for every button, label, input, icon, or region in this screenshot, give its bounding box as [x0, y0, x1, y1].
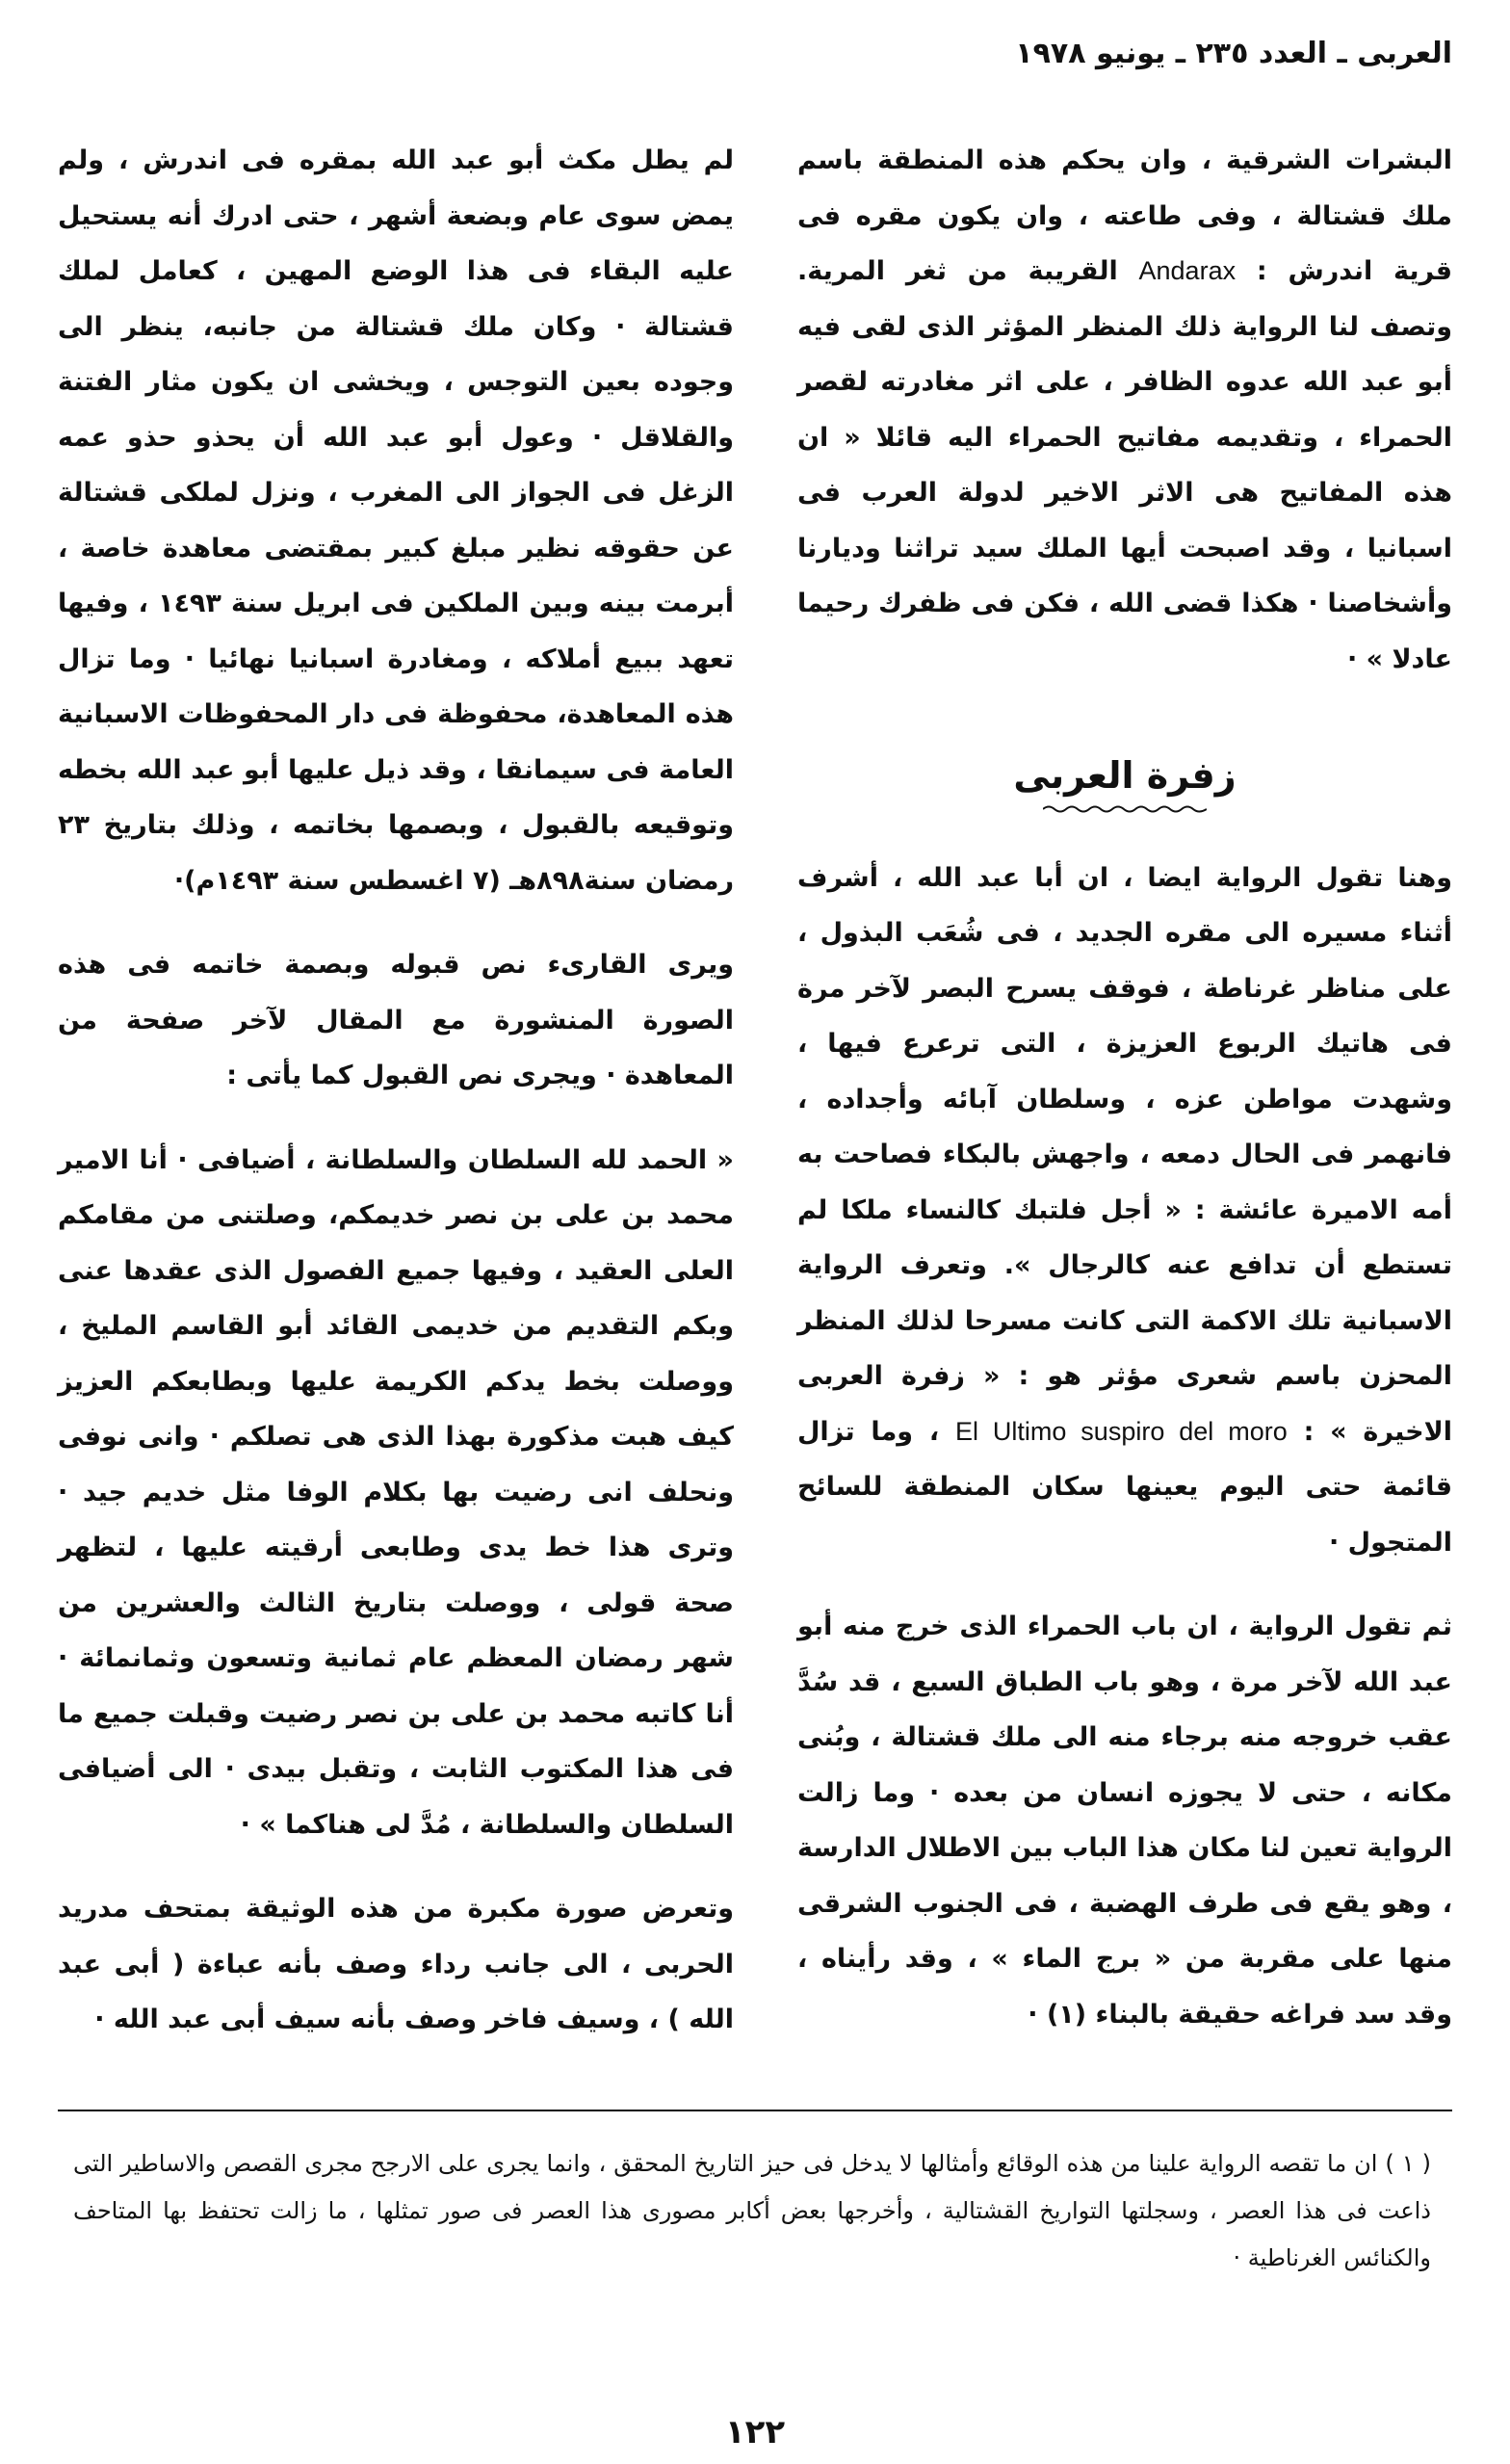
paragraph: وتعرض صورة مكبرة من هذه الوثيقة بمتحف مدريد الحربى ، الى جانب رداء وصف بأنه عباءة ( أبى عبد الله ) ، وسيف فاخر وصف بأنه سيف أبى عبد الله · — [58, 1894, 734, 2034]
page-number: ١٢٢ — [724, 2413, 786, 2451]
paragraph-text: وهنا تقول الرواية ايضا ، ان أبا عبد الله ، أشرف أثناء مسيره الى مقره الجديد ، فى شُعَب البذول ، على مناظر غرناطة ، فوقف يسرح البصر لآخر مرة فى هاتيك الربوع العزيزة ، التى ترعرع فيها ، وشهدت مواطن عزه ، وسلطان آبائه وأجداده ، فانهمر فى الحال دمعه ، واجهش بالبكاء فصاحت به أمه الاميرة عائشة : « أجل فلتبك كالنساء ملكا لم تستطع أن تدافع عنه كالرجال ». وتعرف الرواية الاسبانية تلك الاكمة التى كانت مسرحا لذلك المنظر المحزن باسم شعرى مؤثر هو : « زفرة العربى الاخيرة » : — [797, 862, 1453, 1447]
paragraph-text: ، وما تزال قائمة حتى اليوم يعينها سكان المنطقة للسائح المتجول · — [797, 1416, 1452, 1558]
paragraph: ويرى القارىء نص قبوله وبصمة خاتمه فى هذه الصورة المنشورة مع المقال لآخر صفحة من المعاهدة · ويجرى نص القبول كما يأتى : — [58, 950, 734, 1090]
section-heading — [797, 754, 1452, 814]
left-column — [58, 133, 734, 2048]
latin-term: Andarax — [1138, 256, 1237, 285]
running-header: العربى ـ العدد ٢٣٥ ـ يونيو ١٩٧٨ — [1015, 37, 1452, 70]
paragraph — [797, 133, 1452, 687]
paragraph-text: القريبة من ثغر المرية. وتصف لنا الرواية ذلك المنظر المؤثر الذى لقى فيه أبو عبد الله عدوه الظافر ، على اثر مغادرته لقصر الحمراء ، وتقديمه مفاتيح الحمراء اليه قائلا « ان هذه المفاتيح هى الاثر الاخير لدولة العرب فى اسبانيا ، وقد اصبحت أيها الملك سيد تراثنا وديارنا وأشخاصنا · هكذا قضى الله ، فكن فى ظفرك رحيما عادلا » · — [797, 256, 1452, 674]
latin-term: El Ultimo suspiro del moro — [954, 1416, 1288, 1446]
section-heading-text: زفرة العربى — [1013, 754, 1237, 797]
paragraph: ثم تقول الرواية ، ان باب الحمراء الذى خرج منه أبو عبد الله لآخر مرة ، وهو باب الطباق السبع ، قد سُدَّ عقب خروجه منه برجاء منه الى ملك قشتالة ، وبُنى مكانه ، حتى لا يجوزه انسان من بعده · وما زالت الرواية تعين لنا مكان هذا الباب بين الاطلال الدارسة ، وهو يقع فى طرف الهضبة ، فى الجنوب الشرقى منها على مقربة من « برج الماء » ، وقد رأيناه ، وقد سد فراغه حقيقة بالبناء (١) · — [797, 1612, 1452, 2030]
wavy-underline — [1043, 804, 1207, 814]
paragraph — [797, 851, 1452, 1571]
footnote: ( ١ ) ان ما تقصه الرواية علينا من هذه الوقائع وأمثالها لا يدخل فى حيز التاريخ المحقق ، وانما يجرى على الارجح مجرى القصص والاساطير التى ذاعت فى هذا العصر ، وسجلتها التواريخ القشتالية ، وأخرجها بعض أكابر مصورى هذا العصر فى صور تمثلها ، ما زالت تحتفظ بها المتاحف والكنائس الغرناطية · — [73, 2150, 1431, 2271]
right-column — [797, 133, 1452, 2042]
paragraph-text: البشرات الشرقية ، وان يحكم هذه المنطقة باسم ملك قشتالة ، وفى طاعته ، وان يكون مقره فى قرية اندرش : — [797, 145, 1452, 286]
footnote-divider — [58, 2110, 1452, 2111]
paragraph: « الحمد لله السلطان والسلطانة ، أضيافى · أنا الامير محمد بن على بن نصر خديمكم، وصلتنى من مقامكم العلى العقيد ، وفيها جميع الفصول الذى عقدها عنى وبكم التقديم من خديمى القائد أبو القاسم المليخ ، ووصلت بخط يدكم الكريمة عليها وبطابعكم العزيز كيف هبت مذكورة بهذا الذى هى تصلكم · وانى نوفى ونحلف انى رضيت بها بكلام الوفا مثل خديم جيد · وترى هذا خط يدى وطابعى أرقيته عليها ، لتظهر صحة قولى ، ووصلت بتاريخ الثالث والعشرين من شهر رمضان المعظم عام ثمانية وتسعون وثمانمائة · أنا كاتبه محمد بن على بن نصر رضيت وقبلت جميع ما فى هذا المكتوب الثابت ، وتقبل بيدى · الى أضيافى السلطان والسلطانة ، مُدَّ لى هناكما » · — [58, 1144, 734, 1840]
paragraph: لم يطل مكث أبو عبد الله بمقره فى اندرش ، ولم يمض سوى عام وبضعة أشهر ، حتى ادرك أنه يستحيل عليه البقاء فى هذا الوضع المهين ، كعامل لملك قشتالة · وكان ملك قشتالة من جانبه، ينظر الى وجوده بعين التوجس ، ويخشى ان يكون مثار الفتنة والقلاقل · وعول أبو عبد الله أن يحذو حذو عمه الزغل فى الجواز الى المغرب ، ونزل لملكى قشتالة عن حقوقه نظير مبلغ كبير بمقتضى معاهدة خاصة ، أبرمت بينه وبين الملكين فى ابريل سنة ١٤٩٣ ، وفيها تعهد ببيع أملاكه ، ومغادرة اسبانيا نهائيا · وما تزال هذه المعاهدة، محفوظة فى دار المحفوظات الاسبانية العامة فى سيمانقا ، وقد ذيل عليها أبو عبد الله بخطه وتوقيعه بالقبول ، وبصمها بخاتمه ، وذلك بتاريخ ٢٣ رمضان سنة٨٩٨هـ (٧ اغسطس سنة ١٤٩٣م)· — [58, 145, 734, 896]
